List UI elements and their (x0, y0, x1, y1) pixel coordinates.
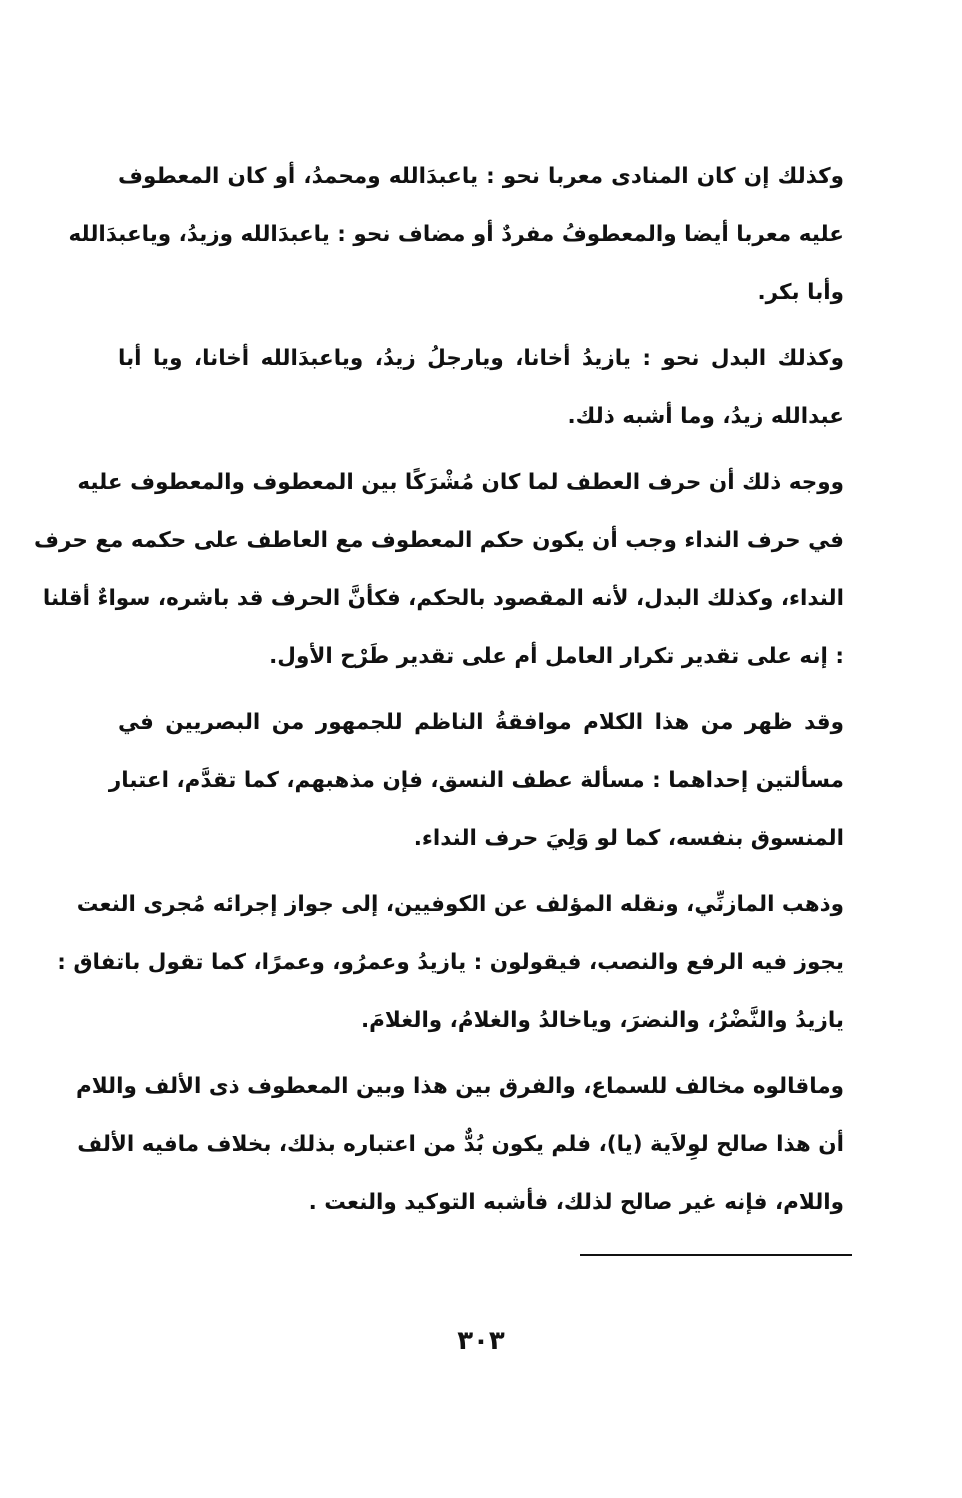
paragraph-3 (34, 454, 844, 686)
text-line: واللام، فإنه غير صالح لذلك، فأشبه التوكيد والنعت . (308, 1190, 844, 1215)
text-line: : إنه على تقدير تكرار العامل أم على تقدير طَرْح الأول. (269, 644, 844, 669)
text-line: المنسوق بنفسه، كما لو وَلِيَ حرف النداء. (413, 826, 844, 851)
page-number: ٣٠٣ (457, 1326, 505, 1356)
text-line: وماقالوه مخالف للسماع، والفرق بين هذا وبين المعطوف ذى الألف واللام (75, 1074, 844, 1099)
text-line: عليه معربا أيضا والمعطوفُ مفردٌ أو مضاف نحو : ياعبدَالله وزيدُ، وياعبدَالله (68, 222, 844, 247)
text-line: عبدالله زيدُ، وما أشبه ذلك. (567, 404, 844, 429)
text-line: في حرف النداء وجب أن يكون حكم المعطوف مع العاطف على حكمه مع حرف (34, 528, 844, 553)
text-line: وكذلك البدل نحو : يازيدُ أخانا، ويارجلُ زيدُ، وياعبدَالله أخانا، ويا أبا (118, 346, 844, 371)
paragraph-4 (108, 694, 844, 868)
text-line: يجوز فيه الرفع والنصب، فيقولون : يازيدُ وعمرُو، وعمرًا، كما تقول باتفاق : (57, 950, 844, 975)
text-line: أن هذا صالح لوِلاَية (يا)، فلم يكون بُدٌّ من اعتباره بذلك، بخلاف مافيه الألف (77, 1132, 844, 1157)
text-line: وقد ظهر من هذا الكلام موافقةُ الناظم للجمهور من البصريين في (118, 710, 844, 735)
text-line: يازيدُ والنَّضْرُ، والنضرَ، وياخالدُ والغلامُ، والغلامَ. (360, 1008, 844, 1033)
paragraph-2 (118, 330, 844, 446)
footnote-divider (580, 1254, 852, 1256)
text-line: ووجه ذلك أن حرف العطف لما كان مُشْرَكًا بين المعطوف والمعطوف عليه (77, 470, 844, 495)
text-line: وأبا بكر. (757, 280, 844, 305)
text-line: وكذلك إن كان المنادى معربا نحو : ياعبدَالله ومحمدُ، أو كان المعطوف (118, 164, 844, 189)
text-line: وذهب المازنِّي، ونقله المؤلف عن الكوفيين، إلى جواز إجرائه مُجرى النعت (76, 892, 844, 917)
paragraph-1 (68, 148, 844, 322)
body-text (34, 148, 844, 1240)
text-line: النداء، وكذلك البدل، لأنه المقصود بالحكم، فكأنَّ الحرف قد باشره، سواءٌ أقلنا (42, 586, 844, 611)
paragraph-6 (75, 1058, 844, 1232)
paragraph-5 (57, 876, 844, 1050)
text-line: مسألتين إحداهما : مسألة عطف النسق، فإن مذهبهم، كما تقدَّم، اعتبار (108, 768, 844, 793)
